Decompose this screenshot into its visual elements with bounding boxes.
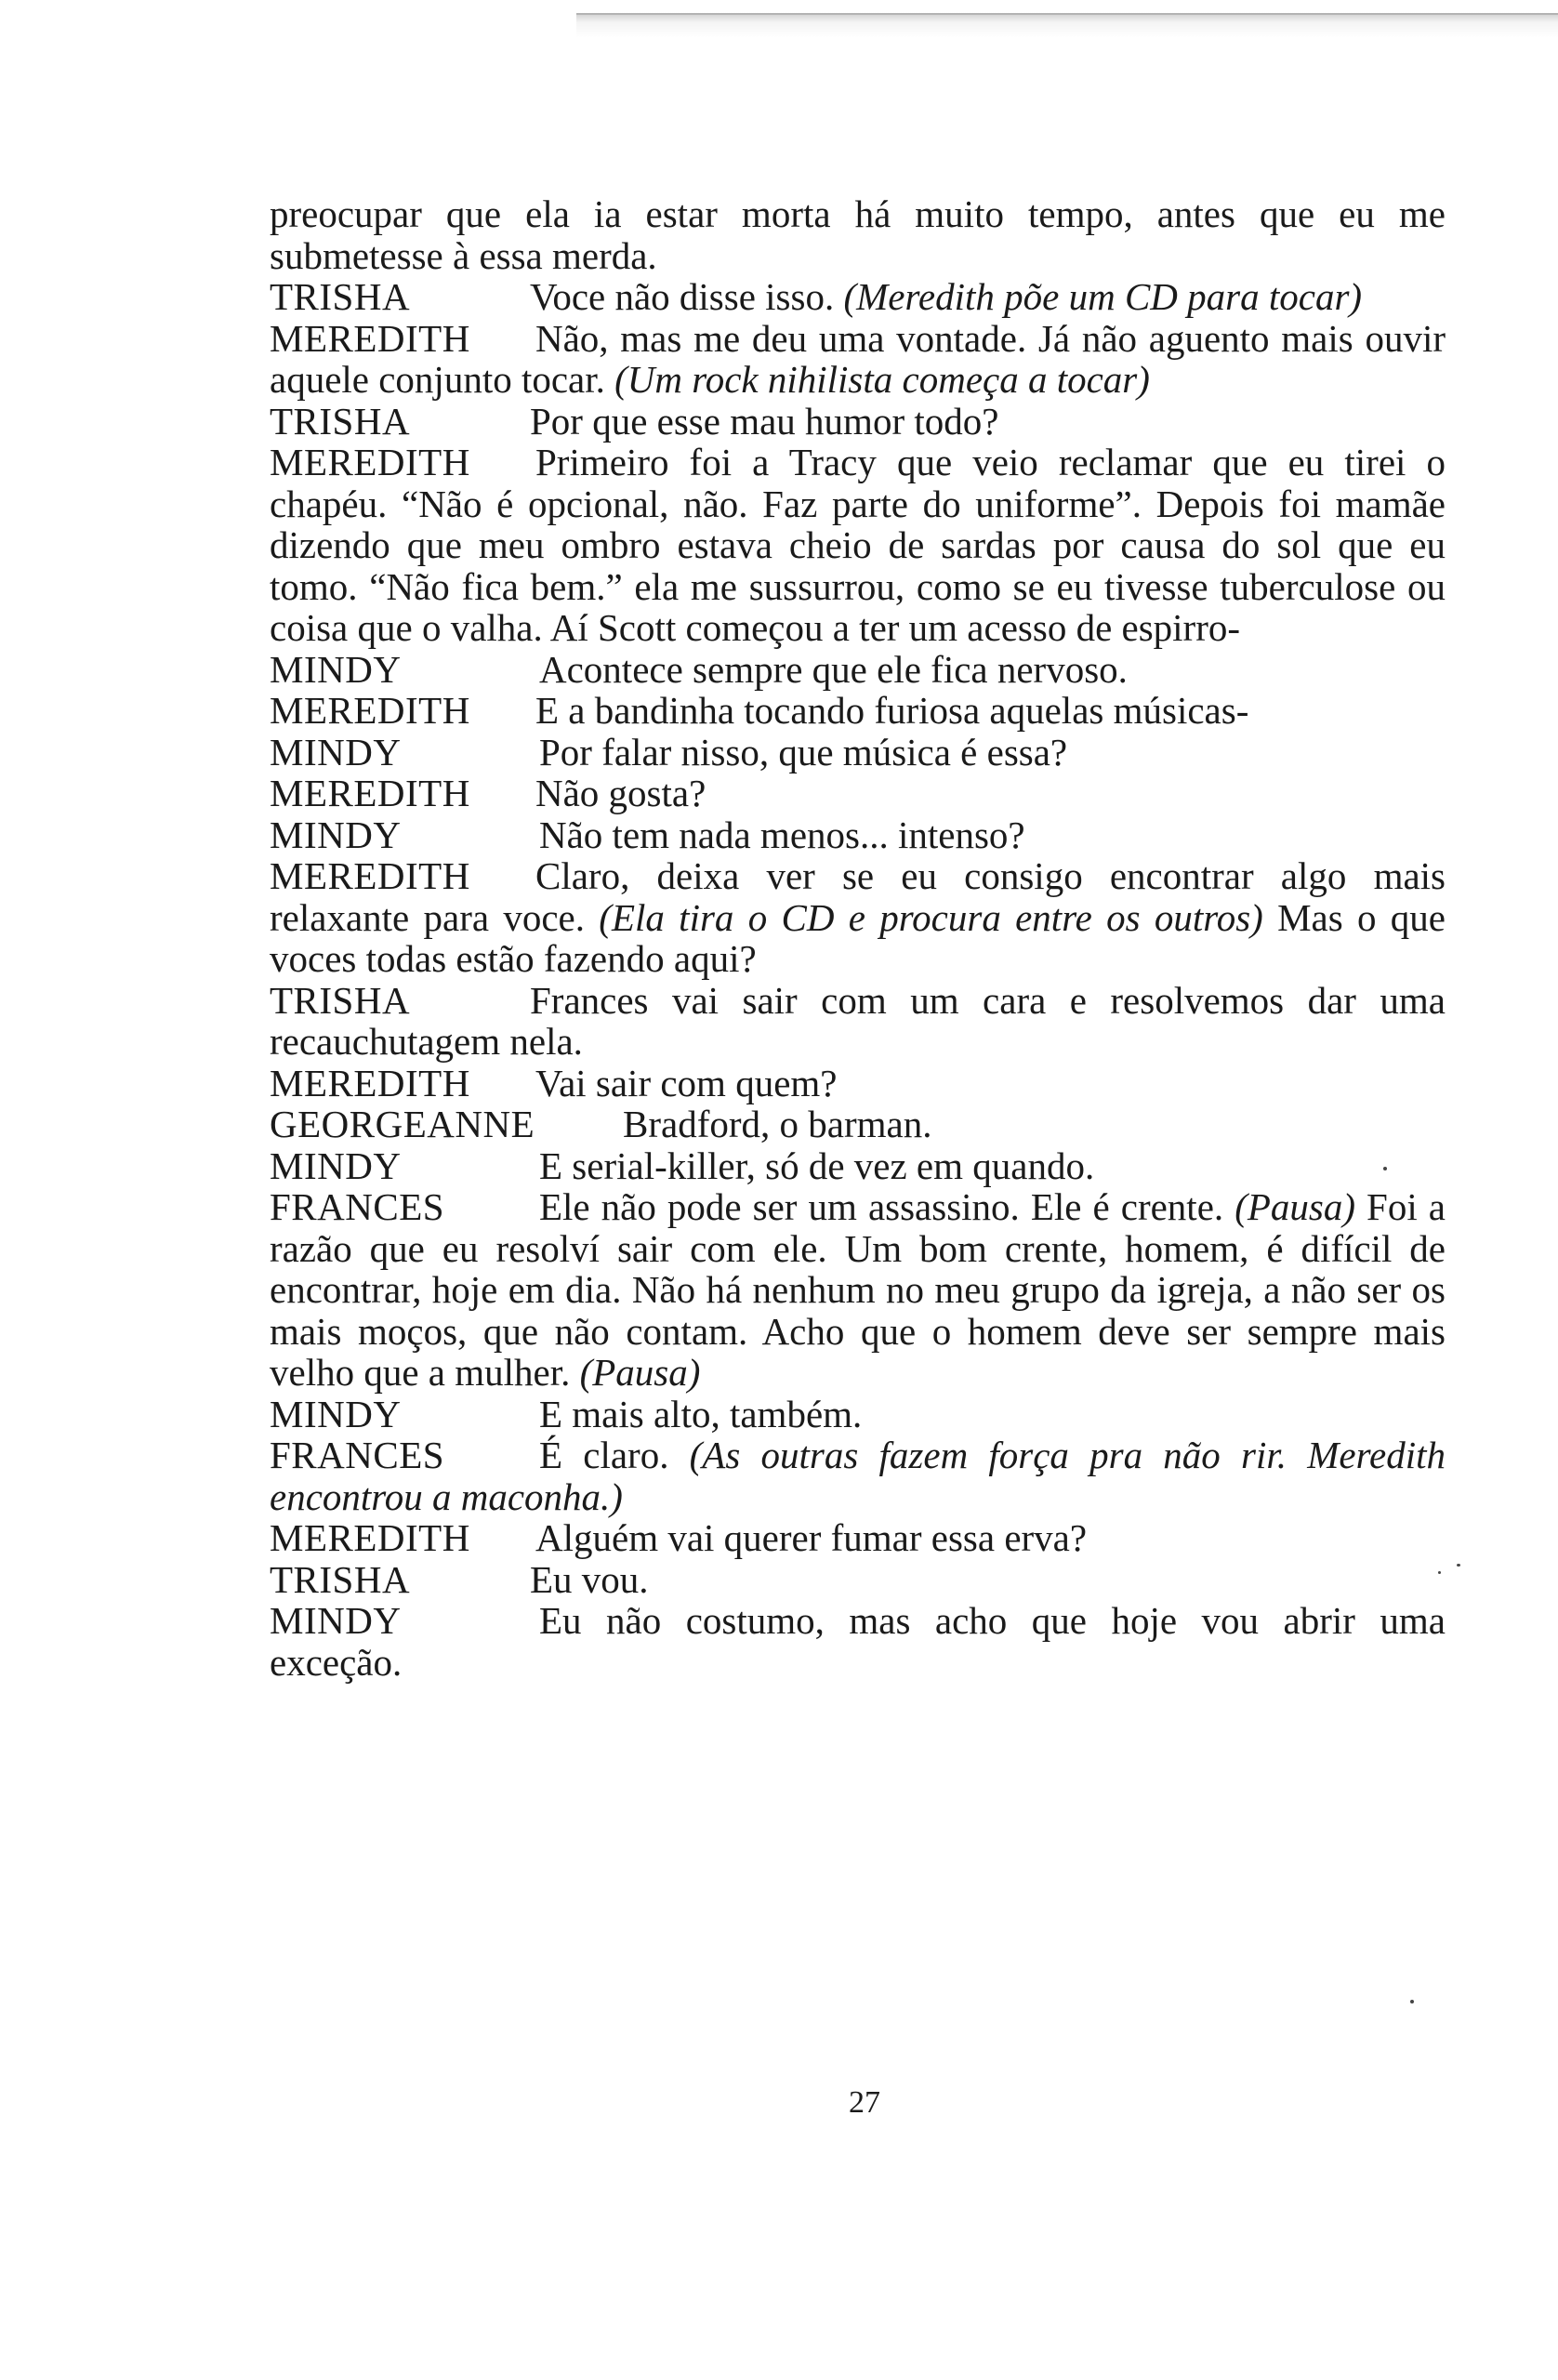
dialogue-line <box>270 732 1446 774</box>
dialogue-line <box>270 1145 1446 1187</box>
dialogue-line <box>270 855 1446 980</box>
stage-direction: (Um rock nihilista começa a tocar) <box>614 358 1150 401</box>
speaker-name: MEREDITH <box>270 441 470 483</box>
speaker-name: TRISHA <box>270 275 411 318</box>
dialogue-text: Vai sair com quem? <box>535 1061 838 1104</box>
dialogue-text: É claro. <box>539 1434 690 1476</box>
dialogue-text: Voce não disse isso. <box>530 275 844 318</box>
scan-speck <box>1410 2000 1414 2003</box>
dialogue-text: Alguém vai querer fumar essa erva? <box>535 1516 1088 1559</box>
speaker-name: MEREDITH <box>270 854 470 897</box>
dialogue-text: Acontece sempre que ele fica nervoso. <box>539 647 1128 691</box>
dialogue-line <box>270 690 1446 732</box>
speaker-name: MINDY <box>270 813 402 856</box>
dialogue-text: Foi a razão que eu resolví sair com ele. Um bom crente, homem, é difícil de encontrar, hoje em dia. Não há nenhum no meu grupo da igreja, a não ser os mais moços, que não contam. Acho que o homem deve ser sempre mais velho que a mulher. <box>270 1185 1446 1394</box>
speaker-name: MEREDITH <box>270 316 470 360</box>
dialogue-text: Eu vou. <box>530 1557 649 1601</box>
speaker-name: MEREDITH <box>270 1516 470 1559</box>
stage-direction: (Meredith põe um CD para tocar) <box>843 275 1363 318</box>
speaker-name: FRANCES <box>270 1185 445 1228</box>
dialogue-text: E mais alto, também. <box>539 1392 863 1435</box>
speaker-name: MINDY <box>270 647 402 691</box>
script-text <box>270 193 1446 1683</box>
speaker-name: TRISHA <box>270 978 411 1022</box>
dialogue-text: Ele não pode ser um assassino. Ele é crente. <box>539 1185 1235 1228</box>
dialogue-line <box>270 318 1446 401</box>
dialogue-line <box>270 1559 1446 1601</box>
scan-top-edge <box>576 13 1558 37</box>
dialogue-text: E serial-killer, só de vez em quando. <box>539 1144 1095 1187</box>
dialogue-line <box>270 1063 1446 1104</box>
dialogue-line <box>270 1600 1446 1683</box>
speaker-name: TRISHA <box>270 1557 411 1601</box>
speaker-name: MEREDITH <box>270 689 470 732</box>
speaker-name: MEREDITH <box>270 1061 470 1104</box>
page-number: 27 <box>849 2085 880 2120</box>
scan-speck <box>1438 1571 1441 1574</box>
continuation-paragraph <box>270 193 1446 276</box>
stage-direction: (Pausa) <box>1235 1185 1356 1228</box>
dialogue-text: Frances vai sair com um cara e resolvemos dar uma recauchutagem nela. <box>270 978 1446 1063</box>
stage-direction: (Pausa) <box>579 1351 701 1394</box>
dialogue-text: Não gosta? <box>535 772 706 814</box>
speaker-name: FRANCES <box>270 1434 445 1476</box>
dialogue-text: Por que esse mau humor todo? <box>530 399 999 443</box>
stage-direction: (As outras fazem força pra não rir. Meredith encontrou a maconha.) <box>270 1434 1446 1518</box>
dialogue-text: Não tem nada menos... intenso? <box>539 813 1025 856</box>
speaker-name: MINDY <box>270 1144 402 1187</box>
dialogue-line <box>270 1104 1446 1145</box>
dialogue-line <box>270 1186 1446 1394</box>
speaker-name: GEORGEANNE <box>270 1103 535 1145</box>
dialogue-text: Por falar nisso, que música é essa? <box>539 730 1068 774</box>
dialogue-text: Eu não costumo, mas acho que hoje vou abrir uma exceção. <box>270 1599 1446 1684</box>
dialogue-line <box>270 649 1446 691</box>
stage-direction: (Ela tira o CD e procura entre os outros) <box>599 895 1263 939</box>
dialogue-text: Mas o que voces todas estão fazendo aqui? <box>270 895 1446 980</box>
speaker-name: TRISHA <box>270 399 411 443</box>
scan-speck <box>1457 1564 1460 1567</box>
dialogue-line <box>270 814 1446 856</box>
speaker-name: MINDY <box>270 1599 402 1642</box>
speaker-name: MINDY <box>270 1392 402 1435</box>
dialogue-text: E a bandinha tocando furiosa aquelas músicas- <box>535 689 1249 732</box>
dialogue-line <box>270 1435 1446 1517</box>
dialogue-line <box>270 980 1446 1063</box>
speaker-name: MINDY <box>270 730 402 774</box>
dialogue-line <box>270 276 1446 318</box>
dialogue-line <box>270 401 1446 443</box>
dialogue-text: preocupar que ela ia estar morta há muito tempo, antes que eu me submetesse à essa merda. <box>270 192 1446 277</box>
dialogue-text: Claro, deixa ver se eu consigo encontrar algo mais relaxante para voce. <box>270 854 1446 939</box>
dialogue-text: Primeiro foi a Tracy que veio reclamar que eu tirei o chapéu. “Não é opcional, não. Faz parte do uniforme”. Depois foi mamãe dizendo que meu ombro estava cheio de sardas por causa do sol que eu tomo. “Não fica bem.” ela me sussurrou, como se eu tivesse tuberculose ou coisa que o valha. Aí Scott começou a ter um acesso de espirro- <box>270 441 1446 649</box>
dialogue-text: Não, mas me deu uma vontade. Já não aguento mais ouvir aquele conjunto tocar. <box>270 316 1446 401</box>
scan-speck <box>1383 1167 1387 1170</box>
speaker-name: MEREDITH <box>270 772 470 814</box>
dialogue-line <box>270 442 1446 649</box>
dialogue-line <box>270 1517 1446 1559</box>
dialogue-line <box>270 773 1446 814</box>
dialogue-line <box>270 1394 1446 1435</box>
dialogue-text: Bradford, o barman. <box>623 1103 932 1145</box>
